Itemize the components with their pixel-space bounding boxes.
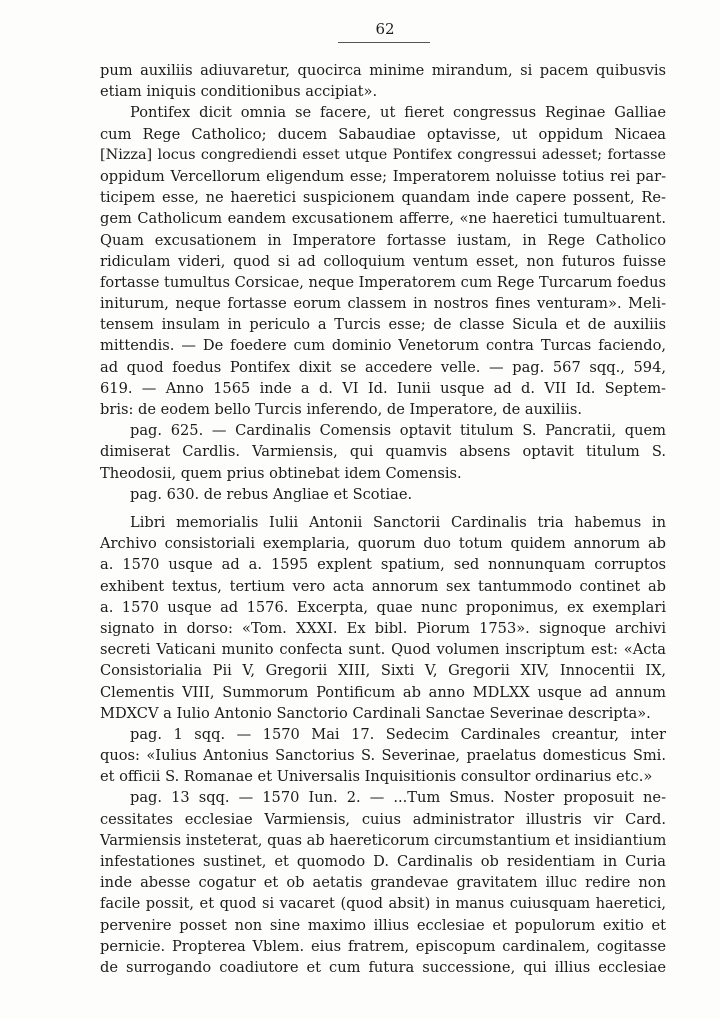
paragraph-start-line: pag. 625. — Cardinalis Comensis optavit titulum S. Pancratii, quem [130, 422, 666, 440]
paragraph-start-line: pag. 1 sqq. — 1570 Mai 17. Sedecim Cardinales creantur, inter [130, 725, 666, 743]
text-line: a. 1570 usque ad a. 1595 explent spatium, sed nonnunquam corruptos [100, 556, 666, 574]
text-line: Archivo consistoriali exemplaria, quorum duo totum quidem annorum ab [100, 535, 666, 553]
text-line: 619. — Anno 1565 inde a d. VI Id. Iunii usque ad d. VII Id. Septem- [100, 379, 666, 397]
text-line: initurum, neque fortasse eorum classem in nostros fines venturam». Meli- [100, 295, 666, 313]
page-number: 62 [375, 20, 395, 38]
text-section-1 [100, 60, 666, 505]
text-line: dimiserat Cardlis. Varmiensis, qui quamvis absens optavit titulum S. [100, 443, 666, 461]
text-line: etiam iniquis conditionibus accipiat». [100, 83, 378, 101]
text-line: secreti Vaticani munito confecta sunt. Quod volumen inscriptum est: «Acta [100, 641, 666, 659]
text-line: signato in dorso: «Tom. XXXI. Ex bibl. Piorum 1753». signoque archivi [100, 619, 666, 637]
text-line: facile possit, et quod si vacaret (quod absit) in manus cuiusquam haeretici, [100, 895, 666, 913]
paragraph-start-line: Pontifex dicit omnia se facere, ut fieret congressus Reginae Galliae [130, 104, 666, 122]
text-line: quos: «Iulius Antonius Sanctorius S. Severinae, praelatus domesticus Smi. [100, 747, 666, 765]
text-line: pernicie. Propterea Vblem. eius fratrem, episcopum cardinalem, cogitasse [100, 937, 666, 955]
text-line: a. 1570 usque ad 1576. Excerpta, quae nunc proponimus, ex exemplari [100, 598, 666, 616]
text-line: mittendis. — De foedere cum dominio Venetorum contra Turcas faciendo, [100, 337, 666, 355]
text-line: oppidum Vercellorum eligendum esse; Imperatorem noluisse totius rei par- [100, 167, 666, 185]
text-line: tensem insulam in periculo a Turcis esse; de classe Sicula et de auxiliis [100, 316, 666, 334]
paragraph-start-line: pag. 630. de rebus Angliae et Scotiae. [130, 485, 413, 503]
text-line: bris: de eodem bello Turcis inferendo, de Imperatore, de auxiliis. [100, 401, 583, 418]
text-line: exhibent textus, tertium vero acta annorum sex tantummodo continet ab [100, 577, 666, 595]
text-line: gem Catholicum eandem excusationem afferre, «ne haeretici tumultuarent. [100, 210, 666, 228]
text-line: Clementis VIII, Summorum Pontificum ab anno MDLXX usque ad annum [100, 683, 666, 701]
text-line: et officii S. Romanae et Universalis Inquisitionis consultor ordinarius etc.» [100, 768, 653, 786]
page-number-rule [338, 42, 430, 43]
text-line: Consistorialia Pii V, Gregorii XIII, Sixti V, Gregorii XIV, Innocentii IX, [100, 662, 666, 680]
text-line: ad quod foedus Pontifex dixit se accedere velle. — pag. 567 sqq., 594, [100, 358, 666, 376]
text-line: pum auxiliis adiuvaretur, quocirca minime mirandum, si pacem quibusvis [100, 62, 666, 79]
text-line: fortasse tumultus Corsicae, neque Imperatorem cum Rege Turcarum foedus [100, 273, 666, 291]
text-line: [Nizza] locus congrediendi esset utque Pontifex congressui adesset; fortasse [100, 146, 666, 163]
paragraph-start-line: Libri memorialis Iulii Antonii Sanctorii Cardinalis tria habemus in [130, 514, 666, 531]
text-line: cessitates ecclesiae Varmiensis, cuius administrator illustris vir Card. [100, 810, 666, 828]
text-line: inde abesse cogatur et ob aetatis grandevae gravitatem illuc redire non [100, 874, 666, 892]
text-line: Varmiensis insteterat, quas ab haereticorum circumstantium et insidiantium [100, 831, 667, 849]
text-line: ridiculam videri, quod si ad colloquium ventum esset, non futuros fuisse [100, 252, 666, 270]
text-line: MDXCV a Iulio Antonio Sanctorio Cardinali Sanctae Severinae descripta». [100, 704, 651, 722]
text-line: de surrogando coadiutore et cum futura successione, qui illius ecclesiae [100, 958, 666, 976]
text-line: cum Rege Catholico; ducem Sabaudiae optavisse, ut oppidum Nicaea [100, 125, 666, 143]
text-line: pervenire posset non sine maximo illius ecclesiae et populorum exitio et [100, 916, 666, 934]
text-line: infestationes sustinet, et quomodo D. Cardinalis ob residentiam in Curia [100, 853, 666, 870]
text-line: Quam excusationem in Imperatore fortasse iustam, in Rege Catholico [100, 231, 666, 249]
text-line: ticipem esse, ne haeretici suspicionem quandam inde capere possent, Re- [100, 189, 666, 207]
text-line: Theodosii, quem prius obtinebat idem Comensis. [100, 464, 462, 482]
paragraph-start-line: pag. 13 sqq. — 1570 Iun. 2. — ...Tum Smus. Noster proposuit ne- [130, 789, 666, 807]
text-section-2 [100, 512, 666, 978]
